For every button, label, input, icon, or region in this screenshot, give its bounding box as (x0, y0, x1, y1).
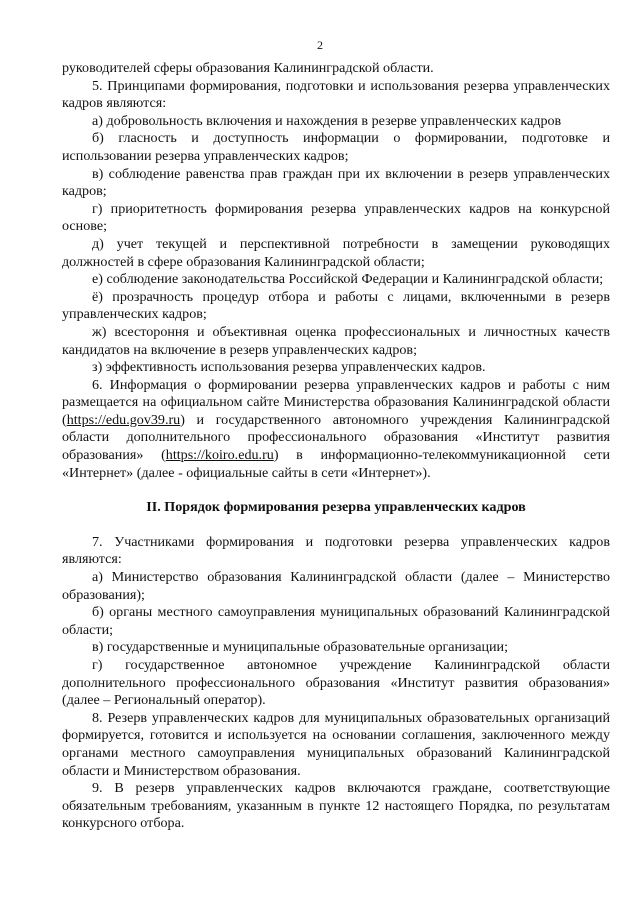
paragraph: в) соблюдение равенства прав граждан при их включении в резерв управленческих кадров; (62, 165, 610, 200)
paragraph: б) гласность и доступность информации о формировании, подготовке и использовании резерва управленческих кадров; (62, 130, 610, 164)
page-number: 2 (317, 38, 323, 52)
paragraph: г) приоритетность формирования резерва управленческих кадров на конкурсной основе; (62, 200, 610, 235)
paragraph-6-text-end: ) в информационно-телекоммуникационной сети «Интернет» (далее - официальные сайты в сети «Интернет»). (62, 447, 610, 481)
paragraph: б) органы местного самоуправления муниципальных образований Калининградской области; (62, 604, 610, 638)
paragraph: г) государственное автономное учреждение Калининградской области дополнительного профессионального образования «Институт развития образования» (далее – Региональный оператор). (62, 657, 610, 709)
paragraph: а) Министерство образования Калининградской области (далее – Министерство образования); (62, 569, 610, 603)
paragraph-6-text-start: 6. Информация о формировании резерва управленческих кадров и работы с ним размещается на официальном сайте Министерства образования Калининградской области ( (62, 376, 610, 428)
link-koiro[interactable]: https://koiro.edu.ru (165, 447, 274, 464)
section-heading: II. Порядок формирования резерва управленческих кадров (146, 499, 526, 516)
paragraph: 9. В резерв управленческих кадров включаются граждане, соответствующие обязательным требованиям, указанным в пункте 12 настоящего Порядка, по результатам конкурсного отбора. (62, 780, 610, 832)
paragraph: 8. Резерв управленческих кадров для муниципальных образовательных организаций формируется, готовится и используется на основании соглашения, заключенного между органами местного самоуправления муниципальных образований Калининградской области и Министерством образования. (62, 709, 610, 779)
paragraph: е) соблюдение законодательства Российской Федерации и Калининградской области; (92, 271, 604, 288)
link-edu-gov39[interactable]: https://edu.gov39.ru (66, 411, 181, 428)
paragraph-6-text-middle: ) и государственного автономного учреждения Калининградской области дополнительного профессионального образования «Институт развития образования» ( (62, 411, 610, 464)
paragraph-6 (62, 377, 610, 483)
paragraph: 5. Принципами формирования, подготовки и использования резерва управленческих кадров являются: (62, 77, 610, 112)
paragraph: д) учет текущей и перспективной потребности в замещении руководящих должностей в сфере образования Калининградской области; (62, 235, 610, 270)
paragraph: а) добровольность включения и нахождения в резерве управленческих кадров (92, 112, 562, 129)
paragraph: ё) прозрачность процедур отбора и работы с лицами, включенными в резерв управленческих кадров; (62, 288, 610, 323)
paragraph: ж) всестороння и объективная оценка профессиональных и личностных качеств кандидатов на включение в резерв управленческих кадров; (62, 323, 610, 358)
paragraph: в) государственные и муниципальные образовательные организации; (92, 639, 509, 656)
paragraph: 7. Участниками формирования и подготовки резерва управленческих кадров являются: (62, 533, 610, 568)
paragraph: руководителей сферы образования Калининградской области. (62, 60, 434, 76)
paragraph: з) эффективность использования резерва управленческих кадров. (92, 359, 486, 376)
document-body (62, 60, 610, 833)
